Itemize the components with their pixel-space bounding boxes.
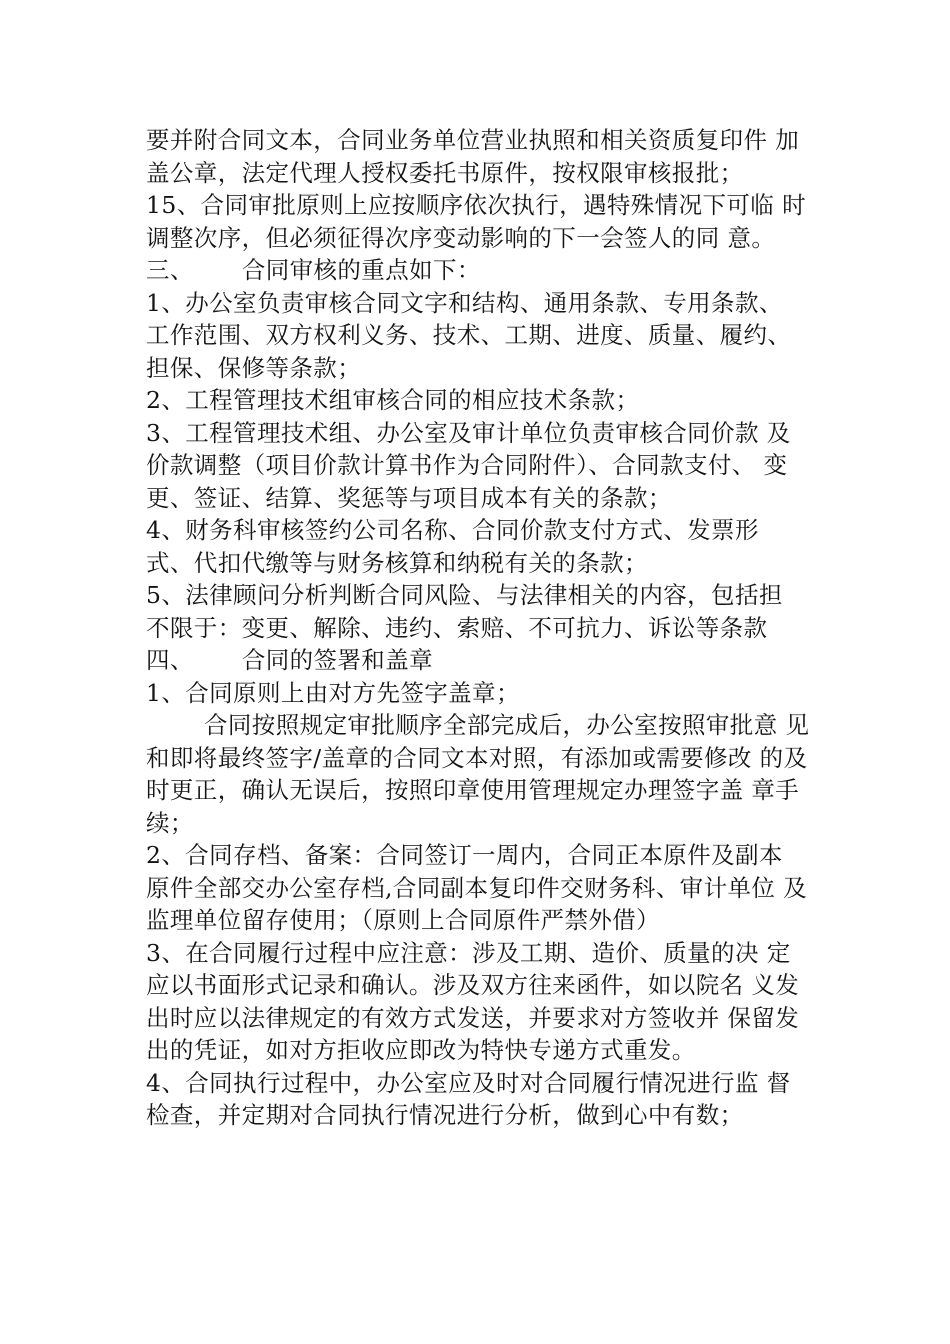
text-line: 价款调整（项目价款计算书作为合同附件）、合同款支付、 变 [146,451,788,479]
section-title: 合同的签署和盖章 [241,646,434,674]
text-line: 工作范围、双方权利义务、技术、工期、进度、质量、履约、 [146,321,792,349]
section-heading-4 [146,644,866,677]
text-line: 2、合同存档、备案：合同签订一周内，合同正本原件及副本 [146,841,783,869]
text-line: 3、在合同履行过程中应注意：涉及工期、造价、质量的决 定 [146,938,791,967]
text-line: 检查，并定期对合同执行情况进行分析，做到心中有数； [146,1101,744,1129]
text-line: 2、工程管理技术组审核合同的相应技术条款； [146,386,640,414]
text-line: 出的凭证，如对方拒收应即改为特快专递方式重发。 [146,1036,696,1064]
text-line: 1、办公室负责审核合同文字和结构、通用条款、专用条款、 [146,288,783,317]
text-line: 原件全部交办公室存档,合同副本复印件交财务科、审计单位 及 [146,873,808,902]
text-line: 时更正，确认无误后，按照印章使用管理规定办理签字盖 章手 [146,776,800,804]
text-line: 盖公章，法定代理人授权委托书原件，按权限审核报批； [146,158,744,187]
text-line: 要并附合同文本，合同业务单位营业执照和相关资质复印件 加 [146,126,800,154]
text-line: 调整次序，但必须征得次序变动影响的下一会签人的同 意。 [146,223,776,252]
text-line: 续； [146,808,194,837]
document-body [146,124,866,1132]
text-line: 1、合同原则上由对方先签字盖章； [146,678,520,707]
text-line: 和即将最终签字/盖章的合同文本对照，有添加或需要修改 的及 [146,743,808,772]
text-line: 不限于：变更、解除、违约、索赔、不可抗力、诉讼等条款 [146,613,768,642]
text-line: 应以书面形式记录和确认。涉及双方往来函件，如以院名 义发 [146,971,800,999]
text-line: 更、签证、结算、奖惩等与项目成本有关的条款； [146,483,672,512]
text-line: 式、代扣代缴等与财务核算和纳税有关的条款； [146,548,648,577]
text-line: 15、合同审批原则上应按顺序依次执行，遇特殊情况下可临 时 [146,191,806,219]
section-number: 三、 [146,256,194,284]
section-heading-3 [146,254,866,287]
text-line: 4、合同执行过程中，办公室应及时对合同履行情况进行监 督 [146,1068,791,1097]
text-line: 3、工程管理技术组、办公室及审计单位负责审核合同价款 及 [146,418,791,447]
text-line: 4、财务科审核签约公司名称、合同价款支付方式、发票形 [146,516,759,544]
text-line: 监理单位留存使用；（原则上合同原件严禁外借） [146,906,661,934]
text-line: 合同按照规定审批顺序全部完成后，办公室按照审批意 见 [204,711,810,739]
section-title: 合同审核的重点如下： [241,256,481,284]
section-number: 四、 [146,646,194,674]
text-line: 担保、保修等条款； [146,353,362,382]
text-line: 出时应以法律规定的有效方式发送，并要求对方签收并 保留发 [146,1003,800,1032]
text-line: 5、法律顾问分析判断合同风险、与法律相关的内容，包括担 [146,581,783,609]
